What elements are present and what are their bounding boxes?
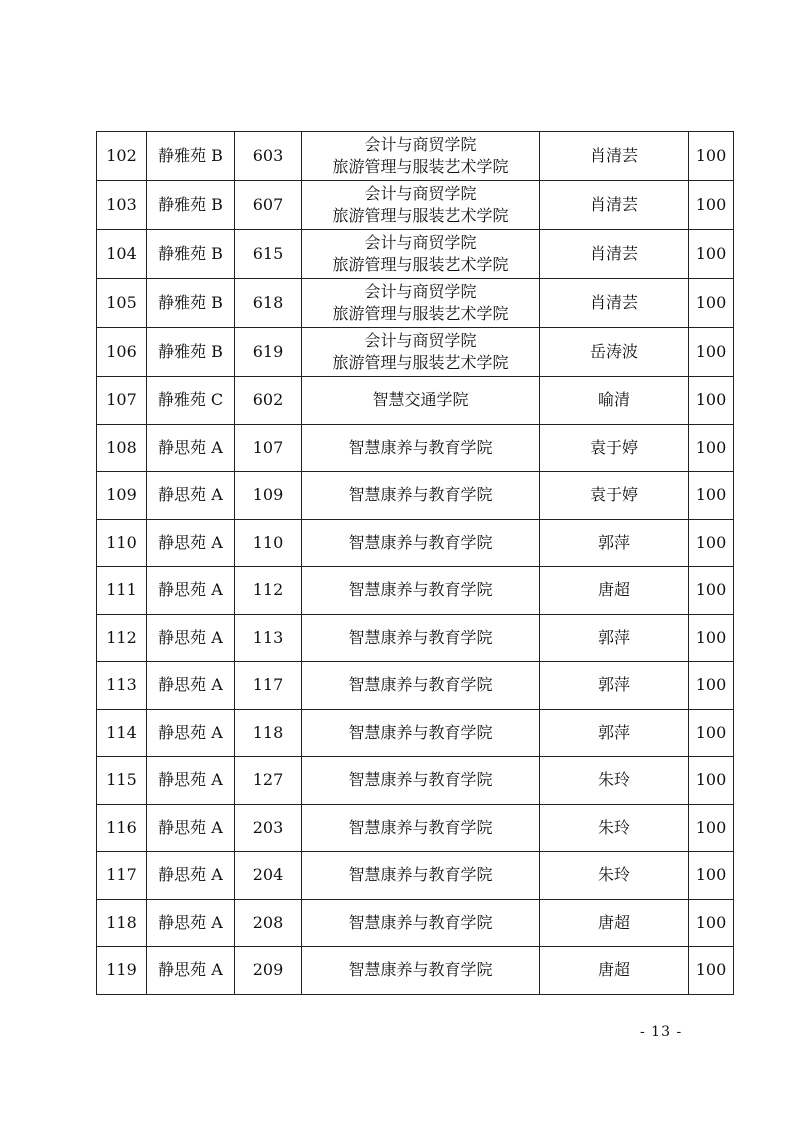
table-row — [97, 328, 734, 377]
building-cell: 静雅苑 B — [147, 279, 235, 328]
room-cell: 607 — [235, 181, 302, 230]
college-cell — [302, 947, 540, 995]
college-cell — [302, 377, 540, 425]
row-number-cell: 106 — [97, 328, 147, 377]
score-cell: 100 — [689, 472, 734, 520]
room-cell: 203 — [235, 804, 302, 852]
dormitory-score-table — [96, 131, 734, 995]
table-row — [97, 279, 734, 328]
room-cell: 208 — [235, 899, 302, 947]
building-cell: 静雅苑 B — [147, 328, 235, 377]
score-cell: 100 — [689, 424, 734, 472]
table-row — [97, 567, 734, 615]
room-cell: 113 — [235, 614, 302, 662]
college-name: 智慧康养与教育学院 — [348, 532, 493, 552]
teacher-cell: 肖清芸 — [540, 279, 689, 328]
table-row — [97, 614, 734, 662]
college-name: 智慧康养与教育学院 — [348, 722, 493, 742]
score-cell: 100 — [689, 757, 734, 805]
row-number-cell: 116 — [97, 804, 147, 852]
college-name: 智慧康养与教育学院 — [348, 960, 493, 980]
table-row — [97, 132, 734, 181]
teacher-cell: 唐超 — [540, 567, 689, 615]
college-cell — [302, 181, 540, 230]
college-name: 旅游管理与服装艺术学院 — [332, 157, 509, 176]
building-cell: 静思苑 A — [147, 757, 235, 805]
score-cell: 100 — [689, 804, 734, 852]
score-cell: 100 — [689, 614, 734, 662]
teacher-cell: 郭萍 — [540, 614, 689, 662]
building-cell: 静思苑 A — [147, 519, 235, 567]
score-cell: 100 — [689, 279, 734, 328]
building-cell: 静思苑 A — [147, 567, 235, 615]
score-cell: 100 — [689, 947, 734, 995]
table-row — [97, 519, 734, 567]
score-cell: 100 — [689, 899, 734, 947]
building-cell: 静思苑 A — [147, 709, 235, 757]
college-name: 智慧康养与教育学院 — [348, 770, 493, 790]
score-cell: 100 — [689, 181, 734, 230]
college-name: 会计与商贸学院 — [364, 233, 477, 252]
college-name: 会计与商贸学院 — [364, 184, 477, 203]
room-cell: 117 — [235, 662, 302, 710]
room-cell: 107 — [235, 424, 302, 472]
college-name: 旅游管理与服装艺术学院 — [332, 255, 509, 274]
score-cell: 100 — [689, 709, 734, 757]
table-row — [97, 709, 734, 757]
building-cell: 静思苑 A — [147, 614, 235, 662]
building-cell: 静思苑 A — [147, 662, 235, 710]
room-cell: 109 — [235, 472, 302, 520]
room-cell: 112 — [235, 567, 302, 615]
teacher-cell: 朱玲 — [540, 804, 689, 852]
college-name: 旅游管理与服装艺术学院 — [332, 206, 509, 225]
room-cell: 603 — [235, 132, 302, 181]
room-cell: 619 — [235, 328, 302, 377]
score-cell: 100 — [689, 519, 734, 567]
row-number-cell: 113 — [97, 662, 147, 710]
row-number-cell: 109 — [97, 472, 147, 520]
score-cell: 100 — [689, 662, 734, 710]
row-number-cell: 102 — [97, 132, 147, 181]
college-name: 智慧康养与教育学院 — [348, 817, 493, 837]
row-number-cell: 117 — [97, 852, 147, 900]
college-name: 会计与商贸学院 — [364, 282, 477, 301]
row-number-cell: 119 — [97, 947, 147, 995]
row-number-cell: 112 — [97, 614, 147, 662]
table-row — [97, 757, 734, 805]
teacher-cell: 肖清芸 — [540, 132, 689, 181]
table-row — [97, 472, 734, 520]
teacher-cell: 袁于婷 — [540, 424, 689, 472]
room-cell: 204 — [235, 852, 302, 900]
building-cell: 静雅苑 B — [147, 132, 235, 181]
building-cell: 静思苑 A — [147, 472, 235, 520]
table-row — [97, 804, 734, 852]
college-name: 智慧康养与教育学院 — [348, 912, 493, 932]
college-cell — [302, 709, 540, 757]
building-cell: 静思苑 A — [147, 852, 235, 900]
college-name: 智慧交通学院 — [372, 390, 469, 410]
teacher-cell: 岳涛波 — [540, 328, 689, 377]
college-cell — [302, 328, 540, 377]
table-body — [97, 132, 734, 995]
teacher-cell: 郭萍 — [540, 709, 689, 757]
college-name: 智慧康养与教育学院 — [348, 627, 493, 647]
college-cell — [302, 899, 540, 947]
row-number-cell: 104 — [97, 230, 147, 279]
college-cell — [302, 472, 540, 520]
college-name: 智慧康养与教育学院 — [348, 675, 493, 695]
college-name: 智慧康养与教育学院 — [348, 865, 493, 885]
row-number-cell: 105 — [97, 279, 147, 328]
building-cell: 静雅苑 C — [147, 377, 235, 425]
teacher-cell: 朱玲 — [540, 852, 689, 900]
teacher-cell: 喻清 — [540, 377, 689, 425]
building-cell: 静雅苑 B — [147, 230, 235, 279]
teacher-cell: 郭萍 — [540, 662, 689, 710]
college-cell — [302, 804, 540, 852]
teacher-cell: 唐超 — [540, 899, 689, 947]
score-cell: 100 — [689, 567, 734, 615]
row-number-cell: 118 — [97, 899, 147, 947]
table-row — [97, 181, 734, 230]
table-row — [97, 230, 734, 279]
page-number: - 13 - — [640, 1024, 683, 1040]
college-name: 会计与商贸学院 — [364, 135, 477, 154]
room-cell: 118 — [235, 709, 302, 757]
row-number-cell: 110 — [97, 519, 147, 567]
score-cell: 100 — [689, 132, 734, 181]
score-cell: 100 — [689, 230, 734, 279]
college-cell — [302, 424, 540, 472]
table-row — [97, 852, 734, 900]
building-cell: 静思苑 A — [147, 947, 235, 995]
room-cell: 615 — [235, 230, 302, 279]
building-cell: 静雅苑 B — [147, 181, 235, 230]
college-name: 旅游管理与服装艺术学院 — [332, 353, 509, 372]
teacher-cell: 朱玲 — [540, 757, 689, 805]
table-row — [97, 377, 734, 425]
college-cell — [302, 279, 540, 328]
score-cell: 100 — [689, 377, 734, 425]
row-number-cell: 115 — [97, 757, 147, 805]
room-cell: 209 — [235, 947, 302, 995]
college-cell — [302, 614, 540, 662]
building-cell: 静思苑 A — [147, 804, 235, 852]
table-row — [97, 947, 734, 995]
room-cell: 618 — [235, 279, 302, 328]
college-cell — [302, 852, 540, 900]
college-cell — [302, 519, 540, 567]
college-cell — [302, 662, 540, 710]
teacher-cell: 肖清芸 — [540, 230, 689, 279]
room-cell: 602 — [235, 377, 302, 425]
row-number-cell: 103 — [97, 181, 147, 230]
college-name: 智慧康养与教育学院 — [348, 485, 493, 505]
building-cell: 静思苑 A — [147, 899, 235, 947]
teacher-cell: 唐超 — [540, 947, 689, 995]
row-number-cell: 107 — [97, 377, 147, 425]
college-name: 旅游管理与服装艺术学院 — [332, 304, 509, 323]
row-number-cell: 108 — [97, 424, 147, 472]
row-number-cell: 114 — [97, 709, 147, 757]
college-name: 智慧康养与教育学院 — [348, 437, 493, 457]
table-row — [97, 662, 734, 710]
college-cell — [302, 757, 540, 805]
teacher-cell: 袁于婷 — [540, 472, 689, 520]
college-cell — [302, 230, 540, 279]
table-row — [97, 424, 734, 472]
college-cell — [302, 132, 540, 181]
table-row — [97, 899, 734, 947]
teacher-cell: 肖清芸 — [540, 181, 689, 230]
room-cell: 127 — [235, 757, 302, 805]
college-name: 智慧康养与教育学院 — [348, 580, 493, 600]
score-cell: 100 — [689, 852, 734, 900]
building-cell: 静思苑 A — [147, 424, 235, 472]
room-cell: 110 — [235, 519, 302, 567]
score-cell: 100 — [689, 328, 734, 377]
college-cell — [302, 567, 540, 615]
college-name: 会计与商贸学院 — [364, 331, 477, 350]
teacher-cell: 郭萍 — [540, 519, 689, 567]
row-number-cell: 111 — [97, 567, 147, 615]
